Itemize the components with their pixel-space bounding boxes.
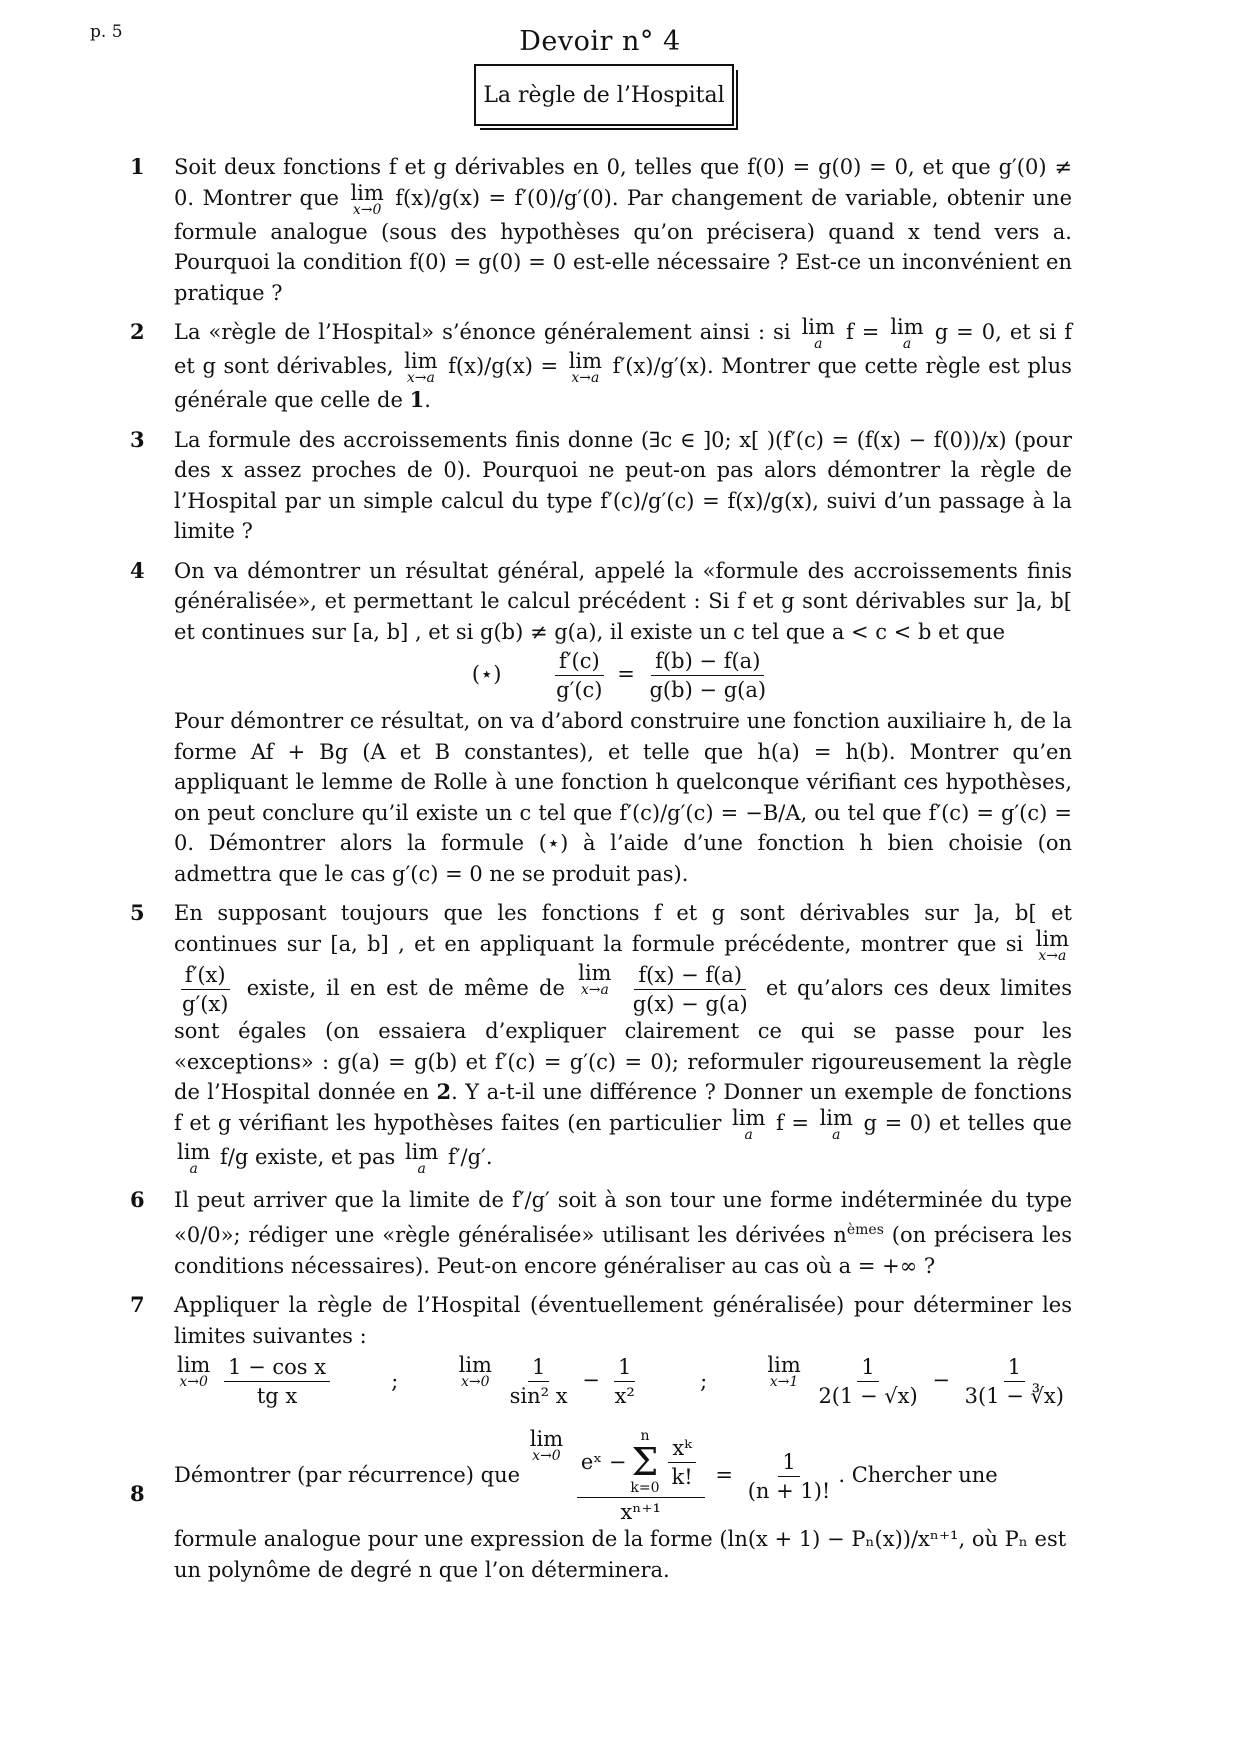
exercise-6: 6 Il peut arriver que la limite de f′/g′ soit à son tour une forme indéterminée du type «0/0»; rédiger une «règle généralisée» utilisant les dérivées $n^{èmes}$ (on précisera les conditions nécessaires). Peut-on encore généraliser au cas où a = +∞ ?	[130, 1185, 1072, 1282]
limit-operator: lim x→a	[578, 960, 612, 998]
exercise-text: f′(x)/g′(x). Montrer que cette règle est plus générale que celle de	[174, 354, 1072, 412]
exercise-text: f(x)/g(x) = f′(0)/g′(0). Par changement de variable, obtenir une formule analogue (sous des hypothèses qu’on précisera) quand x tend vers a. Pourquoi la condition f(0) = g(0) = 0 est-elle nécessaire ? Est-ce un inconvénient en pratique ?	[174, 185, 1072, 305]
fraction: $\frac{f'(c)}{g'(c)}$	[556, 649, 603, 703]
exercise-number: 2	[130, 319, 145, 344]
limit-operator: lim a	[819, 1105, 853, 1143]
fraction: $\frac{f'(x)}{g'(x)}$	[182, 962, 229, 1016]
exercise-text: Il peut arriver que la limite de f′/g′ soit à son tour une forme indéterminée du type «0/0»; rédiger une «règle généralisée» utilisant les dérivées n	[174, 1187, 1072, 1248]
limit-operator: lim x→a	[404, 349, 438, 386]
limits-to-compute: lim x→0 $\frac{\text{1 − cos x}}{\text{tg x}}$ ; lim x→0 $\frac{1}{\text{sin² x}}$ − $\frac{1}{\text{x²}}$ ; lim x→1 $\frac{1}{2(1 - √x)}$ − $\frac{1}{3(1 - ∛x)}$	[174, 1355, 1072, 1408]
fraction: $\frac{f(b) - f(a)}{g(b) - g(a)}$	[649, 649, 767, 703]
exercise-3	[130, 425, 1072, 547]
limit-operator: lim a	[801, 315, 835, 352]
exercise-reference: 2	[436, 1079, 452, 1105]
exercise-2: 2 La «règle de l’Hospital» s’énonce généralement ainsi : si lim a f = lim a g = 0, et si f et g sont dérivables, lim x→a f(x)/g(x) = lim x→a f′(x)/g′(x). Montrer que cette règle est plus générale que celle de 1.	[130, 317, 1072, 416]
exercise-text: f =	[845, 320, 880, 344]
limit-operator: lim x→a	[568, 349, 603, 386]
limit-operator: lim a	[177, 1139, 211, 1177]
exercise-text: On va démontrer un résultat général, appelé la «formule des accroissements finis généralisée», et permettant le calcul précédent : Si f et g sont dérivables sur ]a, b[ et continues sur [a, b] , et si g(b) ≠ g(a), il existe un c tel que a < c < b et que	[174, 558, 1072, 644]
exercise-number: 3	[130, 426, 145, 452]
exercise-text: existe, il en est de même de	[246, 975, 565, 1000]
exercise-text: (on précisera les conditions nécessaires). Peut-on encore généraliser au cas où a = +∞ ?	[174, 1223, 1072, 1278]
exercise-text: et qu’alors ces deux limites sont égales (on essaiera d’expliquer clairement ce qui se passe pour les «exceptions» : g(a) = g(b) et f′(c) = g′(c) = 0); reformuler rigoureusement la règle de l’Hospital donnée en	[174, 975, 1073, 1105]
exercise-text: Appliquer la règle de l’Hospital (éventuellement généralisée) pour déterminer les limites suivantes :	[174, 1293, 1072, 1348]
exercise-8	[130, 1423, 1072, 1585]
limit-operator: lim x→a	[1035, 926, 1069, 964]
exercise-text: La «règle de l’Hospital» s’énonce généralement ainsi : si	[174, 320, 791, 344]
exercise-text: f(x)/g(x) =	[448, 354, 559, 378]
series-limit-formula: Démontrer (par récurrence) que lim x→0 eˣ − n Σ k=0 $\frac{\text{xᵏ}}{k!}$ xⁿ⁺¹ = $\frac{1}{(n + 1)!}$ . Chercher une formule analogue pour une expression de la forme (ln(x + 1) − Pₙ(x))/xⁿ⁺¹, où Pₙ est un polynôme de degré n que l’on déterminera.	[174, 1427, 1067, 1582]
exercise-1	[130, 152, 1072, 308]
exercise-text: Pour démontrer ce résultat, on va d’abord construire une fonction auxiliaire h, de la forme Af + Bg (A et B constantes), et telle que h(a) = h(b). Montrer qu’en appliquant le lemme de Rolle à une fonction h quelconque vérifiant ces hypothèses, on peut conclure qu’il existe un c tel que f′(c)/g′(c) = −B/A, ou tel que f′(c) = g′(c) = 0. Démontrer alors la formule (⋆) à l’aide d’une fonction h bien choisie (on admettra que le cas g′(c) = 0 ne se produit pas).	[174, 709, 1072, 886]
exercise-number: 8	[130, 1481, 145, 1507]
topic-box	[474, 64, 734, 126]
exercise-reference: 1	[409, 387, 425, 412]
topic-title: La règle de l’Hospital	[483, 82, 725, 108]
exercise-5: 5 En supposant toujours que les fonctions f et g sont dérivables sur ]a, b[ et continues sur [a, b] , et en appliquant la formule précédente, montrer que si lim x→a $\frac{f'(x)}{g'(x)}$ existe, il en est de même de lim x→a $\frac{f(x) - f(a)}{g(x) - g(a)}$ et qu’alors ces deux limites sont égales (on essaiera d’expliquer clairement ce qui se passe pour les «exceptions» : g(a) = g(b) et f′(c) = g′(c) = 0); reformuler rigoureusement la règle de l’Hospital donnée en 2. Y a-t-il une différence ? Donner un exemple de fonctions f et g vérifiant les hypothèses faites (en particulier lim a f = lim a g = 0) et telles que lim a f/g existe, et pas lim a f′/g′.	[130, 900, 1073, 1177]
star-formula: (⋆) $\frac{f'(c)}{g'(c)}$ = $\frac{f(b) - f(a)}{g(b) - g(a)}$	[174, 649, 1072, 702]
limit-operator: lim x→0	[350, 180, 384, 218]
assignment-title: Devoir n° 4	[519, 26, 681, 57]
exercise-number: 4	[130, 557, 145, 583]
fraction: $\frac{1}{(n + 1)!}$	[747, 1450, 831, 1504]
exercise-text: En supposant toujours que les fonctions f et g sont dérivables sur ]a, b[ et continues sur [a, b] , et en appliquant la formule précédente, montrer que si	[174, 901, 1072, 956]
limit-operator: lim a	[732, 1105, 766, 1143]
exercise-number: 5	[130, 900, 145, 926]
exercise-4	[130, 556, 1072, 890]
limit-3: lim x→1 $\frac{1}{2(1 - √x)}$ − $\frac{1}{3(1 - ∛x)}$	[767, 1353, 1064, 1409]
page-number: p. 5	[90, 22, 123, 42]
exercise-text: g = 0, et si f et g sont dérivables,	[174, 320, 1072, 378]
exercise-number: 6	[130, 1186, 145, 1212]
exercise-list	[130, 152, 1072, 1594]
limit-2: lim x→0 $\frac{1}{\text{sin² x}}$ − $\frac{1}{\text{x²}}$	[458, 1353, 635, 1409]
formula-label: (⋆)	[471, 662, 502, 687]
exercise-number: 1	[130, 154, 145, 179]
exercise-text: Soit deux fonctions f et g dérivables en 0, telles que f(0) = g(0) = 0, et que g′(0) ≠ 0. Montrer que	[174, 155, 1072, 210]
exercise-text: La formule des accroissements finis donne (∃c ∈ ]0; x[ )(f′(c) = (f(x) − f(0))/x) (pour des x assez proches de 0). Pourquoi ne peut-on pas alors démontrer la règle de l’Hospital par un simple calcul du type f′(c)/g′(c) = f(x)/g(x), suivi d’un passage à la limite ?	[174, 427, 1072, 543]
exercise-number: 7	[130, 1292, 145, 1318]
exercise-7	[130, 1290, 1072, 1414]
limit-operator: lim a	[404, 1139, 439, 1177]
fraction: eˣ − n Σ k=0 $\frac{\text{xᵏ}}{k!}$ xⁿ⁺¹	[577, 1429, 705, 1524]
fraction: $\frac{f(x) - f(a)}{g(x) - g(a)}$	[632, 962, 748, 1016]
exercise-text: Démontrer (par récurrence) que	[174, 1463, 521, 1488]
limit-1: lim x→0 $\frac{\text{1 − cos x}}{\text{tg x}}$	[174, 1355, 334, 1408]
limit-operator: lim a	[890, 315, 924, 352]
